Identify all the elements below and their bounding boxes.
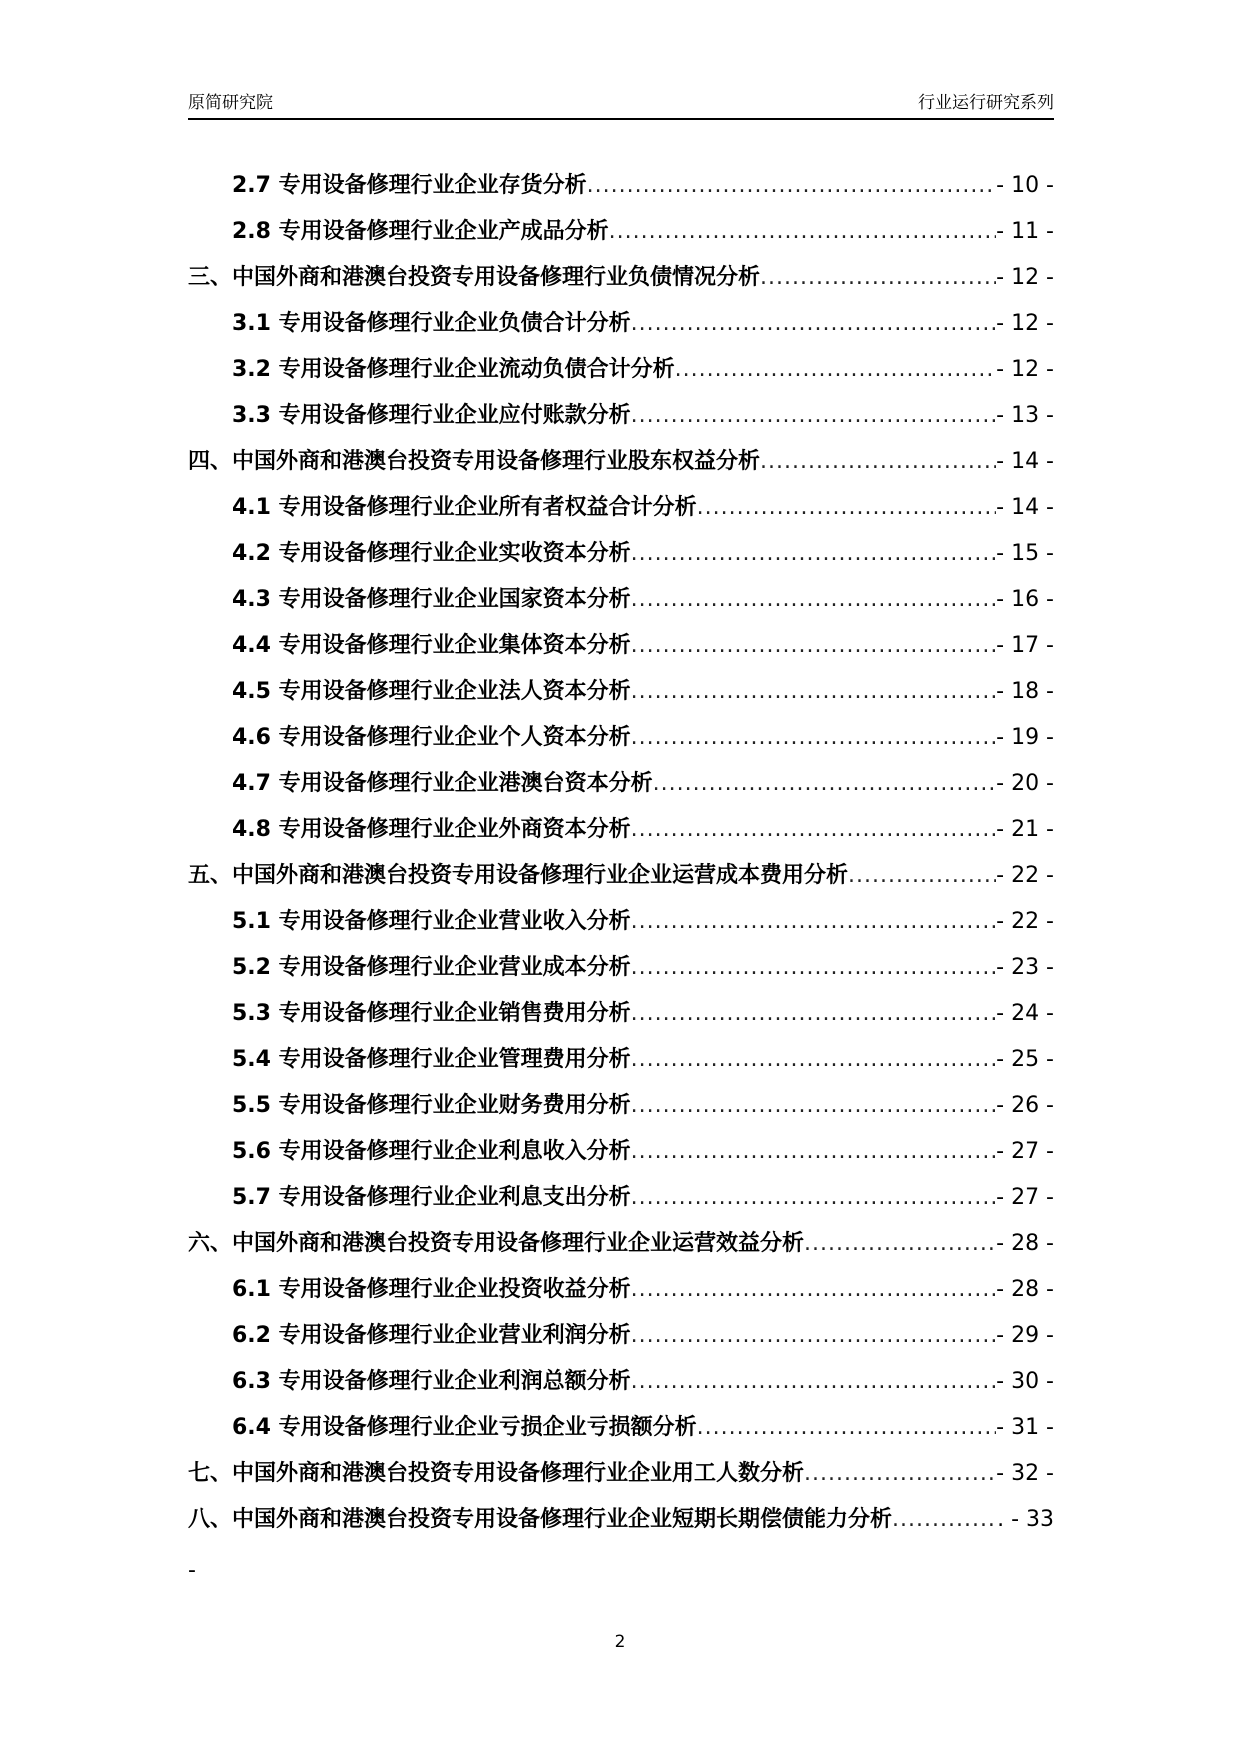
toc-dot-leader [631, 817, 997, 842]
toc-entry-page: - 25 - [996, 1047, 1054, 1072]
toc-entry-page: - 13 - [996, 403, 1054, 428]
toc-dot-leader [631, 725, 997, 750]
toc-dot-leader [697, 495, 997, 520]
toc-entry-title: 4.5 专用设备修理行业企业法人资本分析 [232, 679, 631, 704]
toc-entry-title: 八、中国外商和港澳台投资专用设备修理行业企业短期长期偿债能力分析 [188, 1507, 893, 1532]
toc-entry[interactable] [188, 260, 1054, 306]
toc-entry-page: - 30 - [996, 1369, 1054, 1394]
toc-dot-leader [675, 357, 997, 382]
toc-entry-title: 3.2 专用设备修理行业企业流动负债合计分析 [232, 357, 675, 382]
toc-entry-page: - 12 - [996, 357, 1054, 382]
toc-entry[interactable] [188, 904, 1054, 950]
toc-entry-page: - 24 - [996, 1001, 1054, 1026]
toc-entry-title: 七、中国外商和港澳台投资专用设备修理行业企业用工人数分析 [188, 1461, 805, 1486]
toc-entry-title: 3.3 专用设备修理行业企业应付账款分析 [232, 403, 631, 428]
toc-dot-leader [804, 1231, 996, 1256]
toc-entry-page: - 14 - [996, 495, 1054, 520]
toc-entry-page: - 22 - [996, 909, 1054, 934]
toc-dot-leader [631, 633, 997, 658]
table-of-contents [188, 168, 1054, 1548]
toc-entry[interactable] [188, 1318, 1054, 1364]
toc-entry[interactable] [188, 628, 1054, 674]
page-number: 2 [614, 1632, 626, 1652]
toc-entry-page: - 27 - [996, 1139, 1054, 1164]
toc-entry[interactable] [188, 1410, 1054, 1456]
toc-entry[interactable] [188, 214, 1054, 260]
toc-entry-page: - 21 - [996, 817, 1054, 842]
toc-dot-leader [631, 1369, 997, 1394]
toc-entry-page: - 28 - [996, 1277, 1054, 1302]
toc-entry-page: - 27 - [996, 1185, 1054, 1210]
toc-entry-title: 5.4 专用设备修理行业企业管理费用分析 [232, 1047, 631, 1072]
toc-entry[interactable] [188, 1272, 1054, 1318]
toc-entry[interactable] [188, 490, 1054, 536]
toc-entry-title: 4.7 专用设备修理行业企业港澳台资本分析 [232, 771, 653, 796]
toc-entry[interactable] [188, 306, 1054, 352]
toc-entry[interactable] [188, 1042, 1054, 1088]
header-series-name: 行业运行研究系列 [918, 93, 1054, 113]
toc-entry[interactable] [188, 766, 1054, 812]
toc-entry-title: 六、中国外商和港澳台投资专用设备修理行业企业运营效益分析 [188, 1231, 805, 1256]
toc-entry[interactable] [188, 444, 1054, 490]
header-org-name: 原简研究院 [188, 93, 273, 113]
toc-entry-title: 3.1 专用设备修理行业企业负债合计分析 [232, 311, 631, 336]
toc-entry[interactable] [188, 996, 1054, 1042]
toc-entry-page: - 10 - [996, 173, 1054, 198]
toc-dot-leader [631, 541, 997, 566]
toc-entry-title: 2.8 专用设备修理行业企业产成品分析 [232, 219, 609, 244]
toc-entry[interactable] [188, 398, 1054, 444]
toc-entry-page: - 19 - [996, 725, 1054, 750]
toc-entry-title: 4.2 专用设备修理行业企业实收资本分析 [232, 541, 631, 566]
toc-entry[interactable] [188, 582, 1054, 628]
toc-dot-leader [631, 679, 997, 704]
toc-dot-leader [631, 1323, 997, 1348]
toc-entry[interactable] [188, 1456, 1054, 1502]
toc-entry-title: 4.6 专用设备修理行业企业个人资本分析 [232, 725, 631, 750]
toc-entry[interactable] [188, 1088, 1054, 1134]
toc-dot-leader [631, 1185, 997, 1210]
toc-page-wrap-dash: - [188, 1558, 196, 1583]
toc-entry[interactable] [188, 812, 1054, 858]
toc-dot-leader [631, 587, 997, 612]
toc-entry-page: - 15 - [996, 541, 1054, 566]
toc-dot-leader [631, 311, 997, 336]
toc-entry-title: 6.1 专用设备修理行业企业投资收益分析 [232, 1277, 631, 1302]
toc-entry[interactable] [188, 536, 1054, 582]
toc-dot-leader [631, 955, 997, 980]
toc-dot-leader [631, 1139, 997, 1164]
toc-dot-leader [587, 173, 997, 198]
toc-dot-leader [631, 1047, 997, 1072]
toc-dot-leader [631, 909, 997, 934]
toc-dot-leader [631, 1001, 997, 1026]
toc-entry[interactable] [188, 352, 1054, 398]
toc-entry-title: 5.3 专用设备修理行业企业销售费用分析 [232, 1001, 631, 1026]
toc-entry-title: 四、中国外商和港澳台投资专用设备修理行业股东权益分析 [188, 449, 761, 474]
toc-dot-leader [892, 1507, 997, 1532]
toc-entry[interactable] [188, 674, 1054, 720]
toc-entry-title: 4.3 专用设备修理行业企业国家资本分析 [232, 587, 631, 612]
toc-entry-title: 2.7 专用设备修理行业企业存货分析 [232, 173, 587, 198]
toc-entry-page: - 16 - [996, 587, 1054, 612]
toc-dot-leader [631, 1277, 997, 1302]
toc-entry-title: 5.1 专用设备修理行业企业营业收入分析 [232, 909, 631, 934]
toc-entry-title: 6.3 专用设备修理行业企业利润总额分析 [232, 1369, 631, 1394]
toc-entry-page: . - 33 [997, 1507, 1054, 1532]
toc-dot-leader [804, 1461, 996, 1486]
toc-entry-title: 5.7 专用设备修理行业企业利息支出分析 [232, 1185, 631, 1210]
toc-entry-title: 五、中国外商和港澳台投资专用设备修理行业企业运营成本费用分析 [188, 863, 849, 888]
toc-entry[interactable] [188, 1364, 1054, 1410]
toc-entry-title: 6.2 专用设备修理行业企业营业利润分析 [232, 1323, 631, 1348]
toc-entry-title: 5.5 专用设备修理行业企业财务费用分析 [232, 1093, 631, 1118]
toc-entry-title: 4.1 专用设备修理行业企业所有者权益合计分析 [232, 495, 697, 520]
toc-dot-leader [631, 403, 997, 428]
toc-entry[interactable] [188, 168, 1054, 214]
toc-entry-title: 6.4 专用设备修理行业企业亏损企业亏损额分析 [232, 1415, 697, 1440]
toc-entry-page: - 29 - [996, 1323, 1054, 1348]
toc-entry[interactable] [188, 1502, 1054, 1548]
toc-entry-page: - 32 - [996, 1461, 1054, 1486]
toc-entry[interactable] [188, 1134, 1054, 1180]
toc-dot-leader [697, 1415, 997, 1440]
toc-dot-leader [653, 771, 997, 796]
toc-entry[interactable] [188, 858, 1054, 904]
toc-dot-leader [631, 1093, 997, 1118]
toc-entry-title: 4.4 专用设备修理行业企业集体资本分析 [232, 633, 631, 658]
page-header [188, 88, 1054, 120]
toc-entry-page: - 26 - [996, 1093, 1054, 1118]
toc-entry-title: 三、中国外商和港澳台投资专用设备修理行业负债情况分析 [188, 265, 761, 290]
toc-entry-page: - 31 - [996, 1415, 1054, 1440]
toc-entry-page: - 20 - [996, 771, 1054, 796]
toc-dot-leader [760, 265, 996, 290]
toc-entry-page: - 18 - [996, 679, 1054, 704]
toc-entry[interactable] [188, 950, 1054, 996]
toc-entry-title: 4.8 专用设备修理行业企业外商资本分析 [232, 817, 631, 842]
toc-entry-page: - 11 - [996, 219, 1054, 244]
toc-entry-title: 5.6 专用设备修理行业企业利息收入分析 [232, 1139, 631, 1164]
toc-entry-page: - 28 - [996, 1231, 1054, 1256]
toc-entry[interactable] [188, 1180, 1054, 1226]
toc-entry-page: - 12 - [996, 311, 1054, 336]
toc-entry-page: - 12 - [996, 265, 1054, 290]
toc-entry-page: - 17 - [996, 633, 1054, 658]
toc-entry-page: - 22 - [996, 863, 1054, 888]
toc-entry[interactable] [188, 720, 1054, 766]
toc-entry[interactable] [188, 1226, 1054, 1272]
toc-dot-leader [609, 219, 997, 244]
toc-entry-page: - 23 - [996, 955, 1054, 980]
toc-entry-title: 5.2 专用设备修理行业企业营业成本分析 [232, 955, 631, 980]
toc-entry-page: - 14 - [996, 449, 1054, 474]
toc-dot-leader [848, 863, 996, 888]
toc-dot-leader [760, 449, 996, 474]
